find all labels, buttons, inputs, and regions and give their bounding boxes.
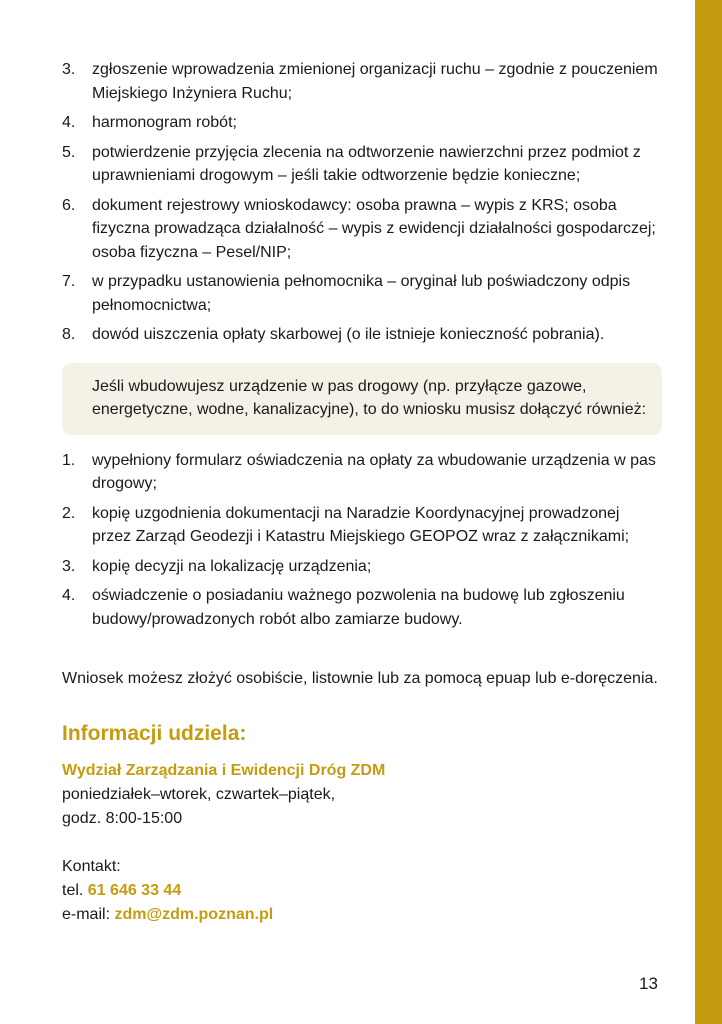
list-item-text: kopię uzgodnienia dokumentacji na Naradzie Koordynacyjnej prowadzonej przez Zarząd Geodezji i Katastru Miejskiego GEOPOZ wraz z załącznikami; xyxy=(92,504,630,545)
email-label: e-mail: xyxy=(62,906,111,923)
list-item-number: 8. xyxy=(62,326,76,343)
list-item-number: 5. xyxy=(62,143,76,161)
list-item-text: potwierdzenie przyjęcia zlecenia na odtworzenie nawierzchni przez podmiot z uprawnieniami drogowym – jeśli takie odtworzenie będzie konieczne; xyxy=(92,143,641,184)
list-item-text: zgłoszenie wprowadzenia zmienionej organizacji ruchu – zgodnie z pouczeniem Miejskiego Inżyniera Ruchu; xyxy=(92,61,658,102)
requirements-list xyxy=(62,58,662,347)
list-item-text: dokument rejestrowy wnioskodawcy: osoba prawna – wypis z KRS; osoba fizyczna prowadząca działalność – wypis z ewidencji działalności gospodarczej; osoba fizyczna – Pesel/NIP; xyxy=(92,196,656,261)
office-hours: godz. 8:00-15:00 xyxy=(62,810,183,827)
list-item xyxy=(62,270,662,317)
list-item-number: 6. xyxy=(62,196,76,214)
list-item-text: kopię decyzji na lokalizację urządzenia; xyxy=(92,557,372,575)
email-line xyxy=(62,903,662,927)
attachments-list xyxy=(62,449,662,632)
page-number: 13 xyxy=(639,974,658,993)
phone-line xyxy=(62,879,662,903)
list-item xyxy=(62,111,662,135)
list-item-number: 4. xyxy=(62,587,76,604)
phone-label: tel. xyxy=(62,882,84,899)
list-item xyxy=(62,584,662,631)
contact-label: Kontakt: xyxy=(62,858,121,875)
list-item-text: w przypadku ustanowienia pełnomocnika – oryginał lub poświadczony odpis pełnomocnictwa; xyxy=(92,273,631,314)
info-note-box: Jeśli wbudowujesz urządzenie w pas drogowy (np. przyłącze gazowe, energetyczne, wodne, kanalizacyjne), to do wniosku musisz dołączyć również: xyxy=(62,363,662,435)
list-item-number: 3. xyxy=(62,557,76,575)
list-item-number: 7. xyxy=(62,273,76,290)
list-item-text: wypełniony formularz oświadczenia na opłaty za wbudowanie urządzenia w pas drogowy; xyxy=(92,451,656,492)
department-name: Wydział Zarządzania i Ewidencji Dróg ZDM xyxy=(62,762,386,779)
info-heading: Informacji udziela: xyxy=(62,722,247,745)
page-content xyxy=(62,58,662,927)
list-item xyxy=(62,58,662,105)
list-item xyxy=(62,323,662,347)
office-days: poniedziałek–wtorek, czwartek–piątek, xyxy=(62,786,336,803)
contact-block xyxy=(62,855,662,927)
list-item-text: harmonogram robót; xyxy=(92,114,237,131)
submission-paragraph: Wniosek możesz złożyć osobiście, listownie lub za pomocą epuap lub e-doręczenia. xyxy=(62,670,658,687)
list-item xyxy=(62,194,662,265)
list-item-number: 2. xyxy=(62,504,76,522)
list-item xyxy=(62,555,662,579)
list-item-number: 1. xyxy=(62,451,76,469)
list-item xyxy=(62,141,662,188)
side-accent-bar xyxy=(695,0,722,1024)
list-item-number: 4. xyxy=(62,114,76,131)
list-item xyxy=(62,502,662,549)
list-item-text: oświadczenie o posiadaniu ważnego pozwolenia na budowę lub zgłoszeniu budowy/prowadzonych robót albo zamiarze budowy. xyxy=(92,587,625,628)
phone-number[interactable]: 61 646 33 44 xyxy=(87,882,182,899)
list-item-number: 3. xyxy=(62,61,76,78)
list-item-text: dowód uiszczenia opłaty skarbowej (o ile istnieje konieczność pobrania). xyxy=(92,326,605,343)
list-item xyxy=(62,449,662,496)
email-link[interactable]: zdm@zdm.poznan.pl xyxy=(114,906,274,923)
